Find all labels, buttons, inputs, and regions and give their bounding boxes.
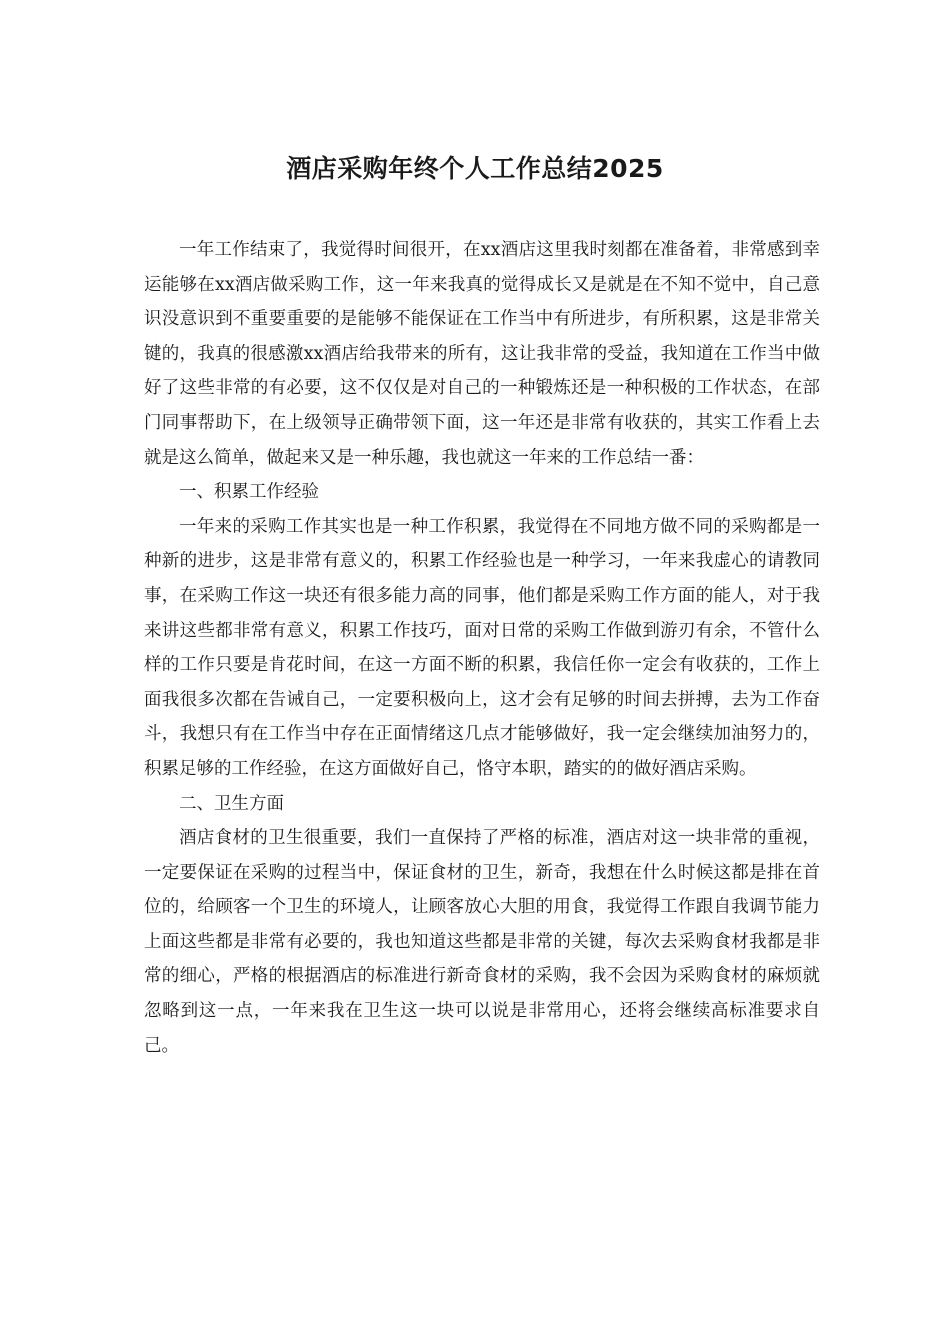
experience-paragraph: 一年来的采购工作其实也是一种工作积累，我觉得在不同地方做不同的采购都是一种新的进步，这是非常有意义的，积累工作经验也是一种学习，一年来我虚心的请教同事，在采购工作这一块还有很多能力高的同事，他们都是采购工作方面的能人，对于我来讲这些都非常有意义，积累工作技巧，面对日常的采购工作做到游刃有余，不管什么样的工作只要是肯花时间，在这一方面不断的积累，我信任你一定会有收获的，工作上面我很多次都在告诫自己，一定要积极向上，这才会有足够的时间去拼搏，去为工作奋斗，我想只有在工作当中存在正面情绪这几点才能够做好，我一定会继续加油努力的，积累足够的工作经验，在这方面做好自己，恪守本职，踏实的的做好酒店采购。	[144, 516, 820, 779]
document-title: 酒店采购年终个人工作总结2025	[286, 154, 664, 183]
intro-paragraph: 一年工作结束了，我觉得时间很开，在xx酒店这里我时刻都在准备着，非常感到幸运能够在xx酒店做采购工作，这一年来我真的觉得成长又是就是在不知不觉中，自己意识没意识到不重要重要的是能够不能保证在工作当中有所进步，有所积累，这是非常关键的，我真的很感激xx酒店给我带来的所有，这让我非常的受益，我知道在工作当中做好了这些非常的有必要，这不仅仅是对自己的一种锻炼还是一种积极的工作状态，在部门同事帮助下，在上级领导正确带领下面，这一年还是非常有收获的，其实工作看上去就是这么简单，做起来又是一种乐趣，我也就这一年来的工作总结一番：	[144, 240, 820, 468]
section-heading-hygiene: 二、卫生方面	[179, 793, 284, 814]
section-heading-experience: 一、积累工作经验	[179, 482, 319, 503]
hygiene-paragraph: 酒店食材的卫生很重要，我们一直保持了严格的标准，酒店对这一块非常的重视，一定要保证在采购的过程当中，保证食材的卫生，新奇，我想在什么时候这都是排在首位的，给顾客一个卫生的环境人，让顾客放心大胆的用食，我觉得工作跟自我调节能力上面这些都是非常有必要的，我也知道这些都是非常的关键，每次去采购食材我都是非常的细心，严格的根据酒店的标准进行新奇食材的采购，我不会因为采购食材的麻烦就忽略到这一点，一年来我在卫生这一块可以说是非常用心，还将会继续高标准要求自己。	[144, 828, 820, 1056]
document-body	[144, 233, 820, 1063]
